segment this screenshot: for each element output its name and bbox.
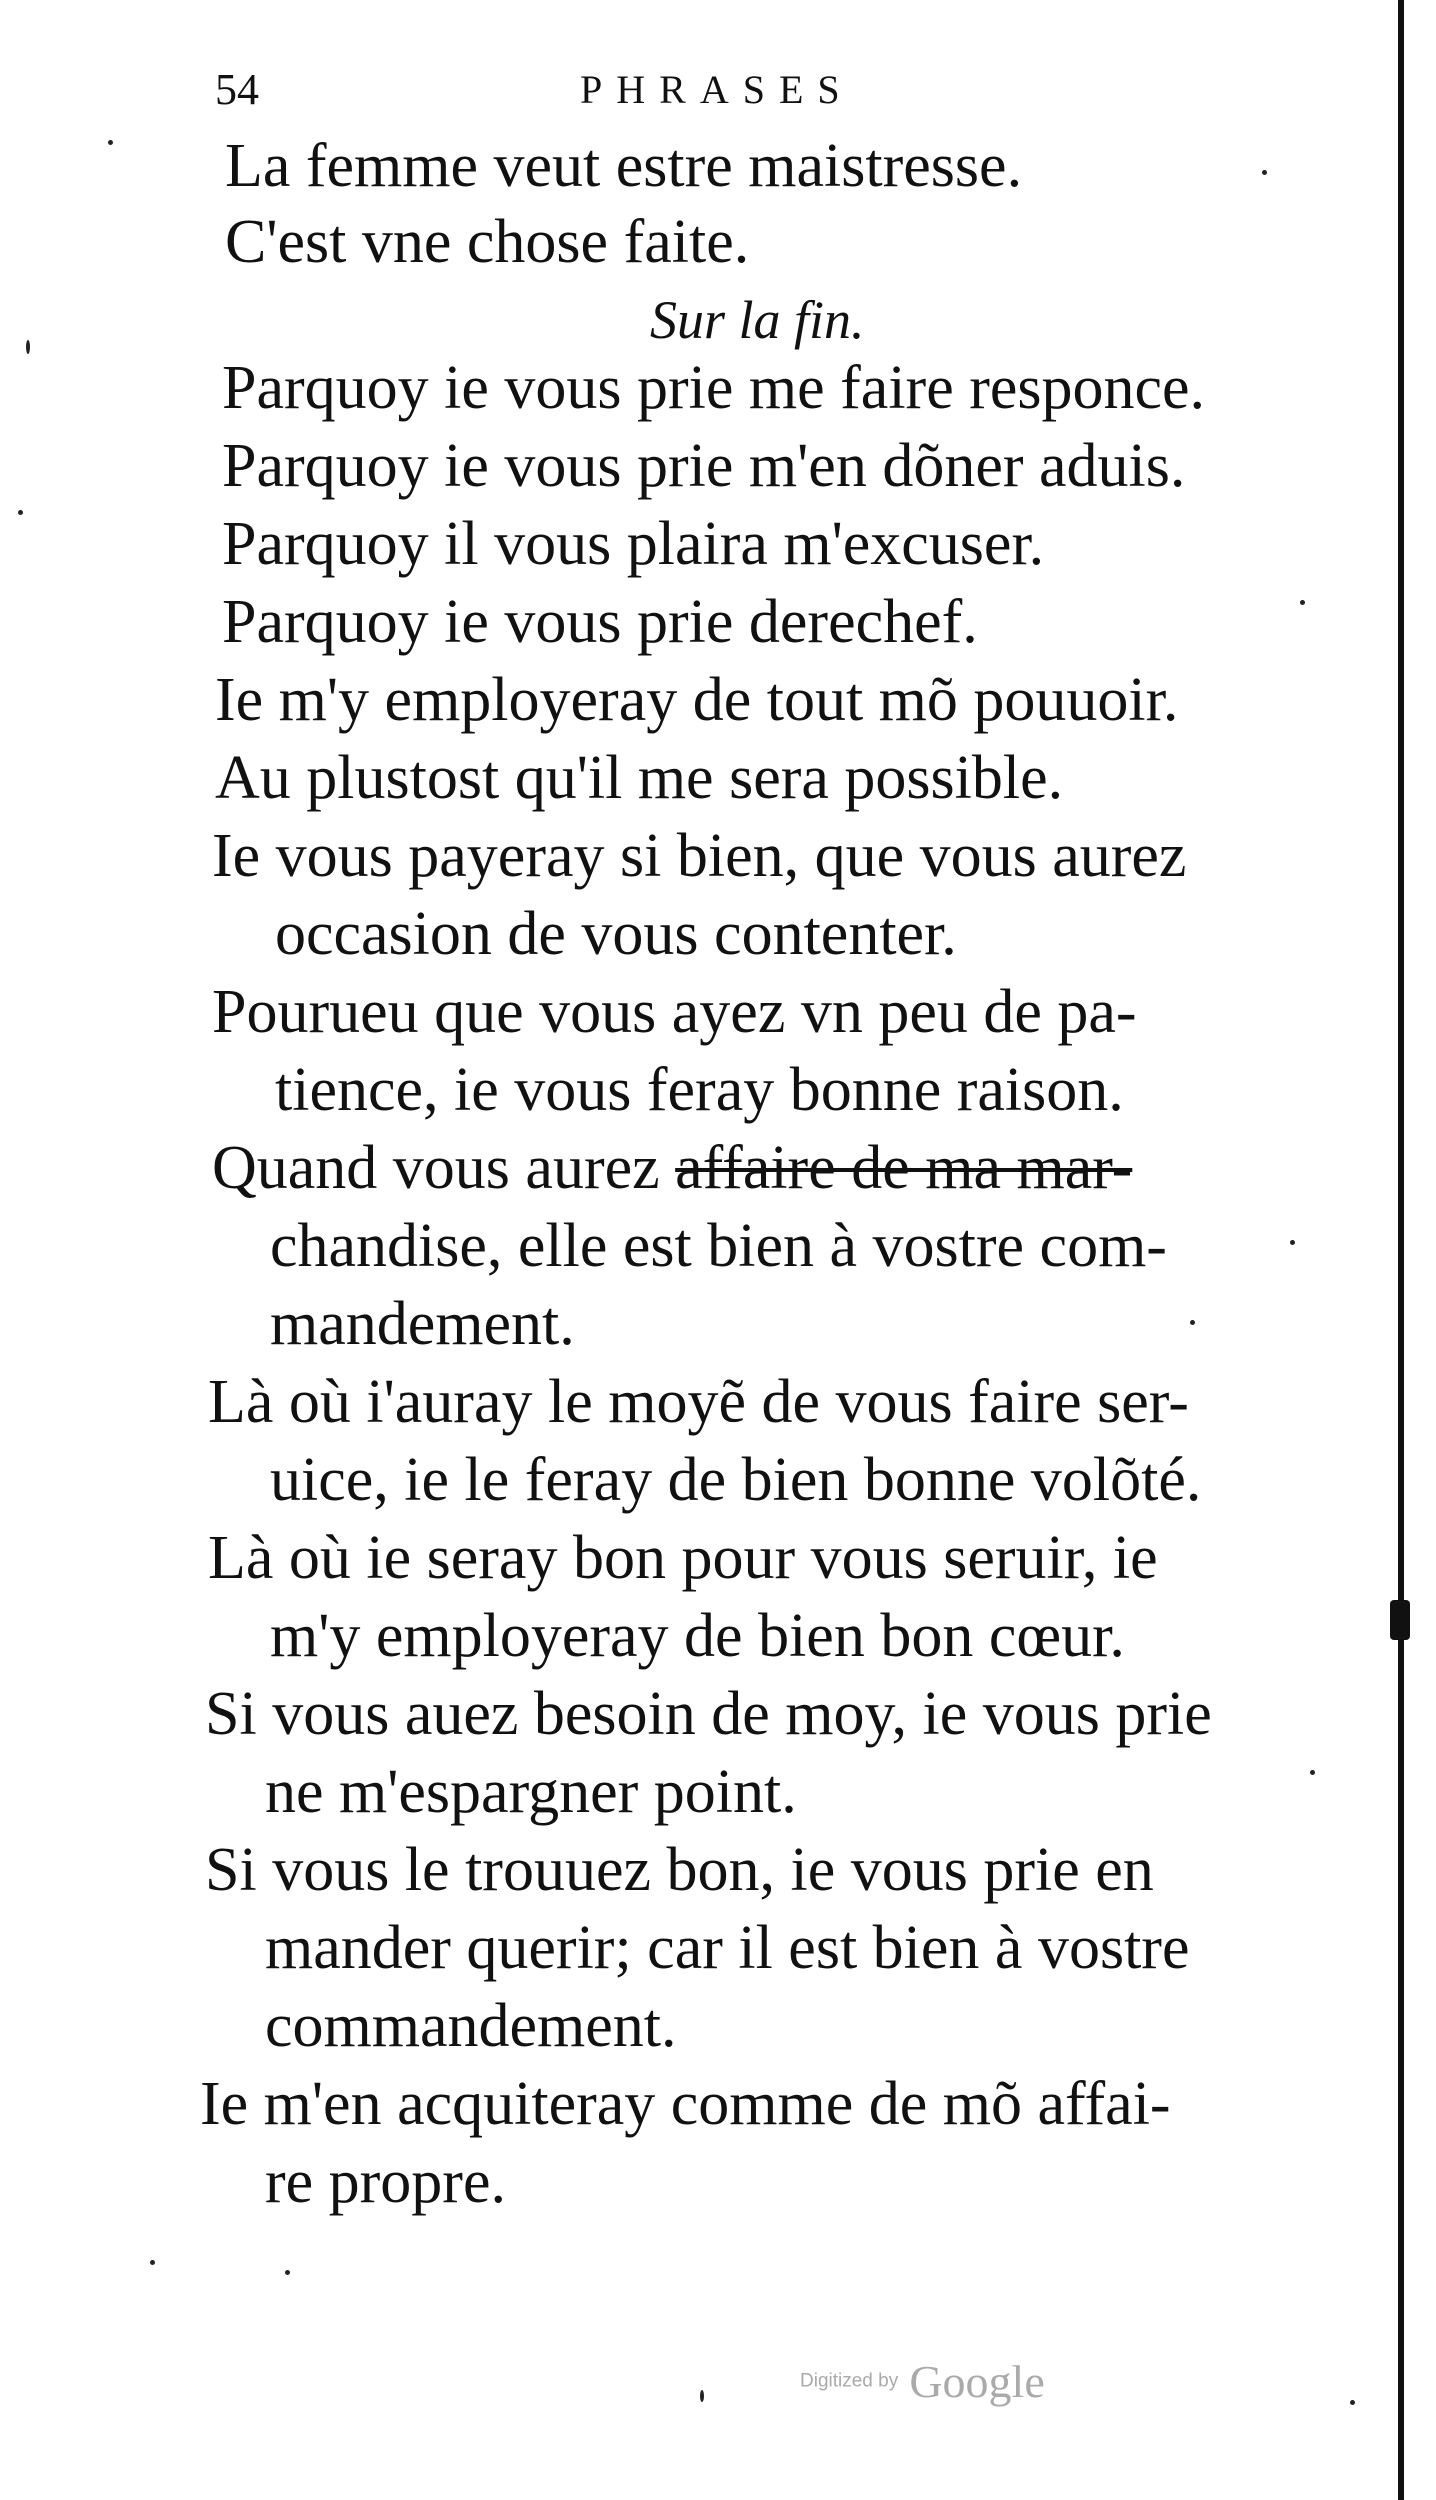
ink-speck <box>1310 1770 1315 1775</box>
text-line-2: C'est vne chose faite. <box>225 208 750 276</box>
text-line-15: mandement. <box>270 1290 575 1358</box>
ink-speck <box>26 340 30 354</box>
ink-speck <box>150 2260 155 2265</box>
page-number: 54 <box>215 65 259 114</box>
text-line-1: La femme veut estre maistresse. <box>225 132 1023 200</box>
text-line-13 <box>212 1130 1132 1206</box>
text-line-25: Ie m'en acquiteray comme de mõ affai- <box>200 2070 1171 2138</box>
ink-speck <box>108 140 113 145</box>
text-line-4: Parquoy ie vous prie m'en dõner aduis. <box>222 432 1186 500</box>
text-line-10: occasion de vous contenter. <box>275 900 957 968</box>
page-edge-notch <box>1390 1600 1410 1640</box>
google-logo: Google <box>909 2356 1045 2407</box>
ink-speck <box>1300 600 1305 605</box>
text-line-9: Ie vous payeray si bien, que vous aurez <box>212 822 1187 890</box>
text-line-16: Là où i'auray le moyẽ de vous faire ser- <box>208 1368 1189 1436</box>
ink-speck <box>1190 1320 1195 1325</box>
text-line-12: tience, ie vous feray bonne raison. <box>275 1056 1124 1124</box>
running-head: PHRASES <box>580 67 854 112</box>
text-line-8: Au plustost qu'il me sera possible. <box>215 744 1064 812</box>
text-line-17: uice, ie le feray de bien bonne volõté. <box>270 1446 1202 1514</box>
ink-speck <box>18 510 23 515</box>
ink-speck <box>700 2390 704 2402</box>
text-line-21: ne m'espargner point. <box>265 1758 797 1826</box>
watermark-prefix: Digitized by <box>800 2370 899 2392</box>
ink-speck <box>1290 1240 1295 1245</box>
text-line-18: Là où ie seray bon pour vous seruir, ie <box>208 1524 1158 1592</box>
text-line-6: Parquoy ie vous prie derechef. <box>222 588 978 656</box>
text-line-26: re propre. <box>265 2148 506 2216</box>
section-heading: Sur la fin. <box>650 290 865 350</box>
page-header <box>215 60 1315 120</box>
text-line-23: mander querir; car il est bien à vostre <box>265 1914 1190 1982</box>
text-line-22: Si vous le trouuez bon, ie vous prie en <box>205 1836 1154 1904</box>
text-line-14: chandise, elle est bien à vostre com- <box>270 1212 1167 1280</box>
text-line-20: Si vous auez besoin de moy, ie vous prie <box>205 1680 1212 1748</box>
text-line-3: Parquoy ie vous prie me faire responce. <box>222 354 1206 422</box>
text-line-5: Parquoy il vous plaira m'excuser. <box>222 510 1045 578</box>
ink-speck <box>1262 170 1267 175</box>
digitized-watermark <box>800 2355 1045 2415</box>
struck-text: affaire de ma mar- <box>675 1134 1133 1202</box>
ink-speck <box>285 2270 290 2275</box>
text-line-24: commandement. <box>265 1992 677 2060</box>
text-line-13-start: Quand vous aurez <box>212 1134 676 1202</box>
page-edge-rule <box>1398 0 1404 2500</box>
ink-speck <box>1350 2400 1355 2405</box>
text-line-11: Pourueu que vous ayez vn peu de pa- <box>212 978 1137 1046</box>
text-line-7: Ie m'y employeray de tout mõ pouuoir. <box>215 666 1179 734</box>
text-line-19: m'y employeray de bien bon cœur. <box>270 1602 1125 1670</box>
